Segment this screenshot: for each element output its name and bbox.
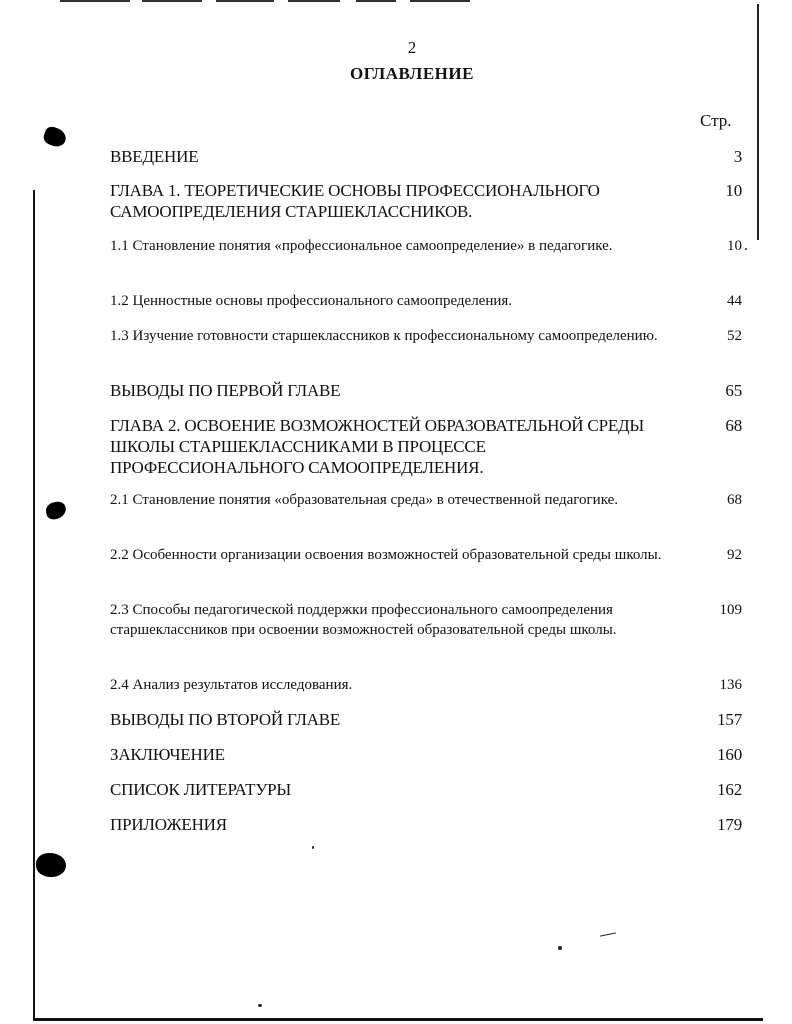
toc-entry	[110, 291, 742, 311]
scan-speck	[258, 1004, 262, 1007]
toc-entry	[110, 779, 742, 800]
toc-entry	[110, 415, 742, 478]
punch-hole-mark	[36, 853, 66, 877]
page-column-label: Стр.	[700, 111, 732, 130]
toc-entry	[110, 236, 742, 256]
toc-entry	[110, 545, 742, 565]
toc-entry	[110, 180, 742, 222]
toc-entry-page: 136	[719, 677, 742, 693]
toc-title: ОГЛАВЛЕНИЕ	[350, 64, 474, 83]
toc-entry-title: 2.3 Способы педагогической поддержки профессионального самоопределения старшеклассников при освоении возможностей образовательной среды школы.	[110, 602, 617, 638]
toc-entry-title: ГЛАВА 2. ОСВОЕНИЕ ВОЗМОЖНОСТЕЙ ОБРАЗОВАТЕЛЬНОЙ СРЕДЫ ШКОЛЫ СТАРШЕКЛАССНИКАМИ В ПРОЦЕССЕ ПРОФЕССИОНАЛЬНОГО САМООПРЕДЕЛЕНИЯ.	[110, 416, 645, 477]
toc-entry-page: 179	[717, 815, 742, 834]
toc-entry-page: 52	[727, 328, 742, 344]
toc-entry-page: 3	[733, 147, 742, 166]
toc-entry-title: 2.4 Анализ результатов исследования.	[110, 677, 353, 693]
scan-top-edge	[60, 0, 500, 3]
toc-entry-page: 68	[727, 492, 742, 508]
toc-entry-page: 44	[727, 293, 742, 309]
toc-entry-page: 157	[717, 710, 742, 729]
toc-entry-page: 68	[725, 416, 742, 435]
toc-entry-title: 2.2 Особенности организации освоения возможностей образовательной среды школы.	[110, 547, 662, 563]
toc-entry	[110, 675, 742, 695]
toc-entry	[110, 326, 742, 346]
punch-hole-mark	[42, 125, 69, 149]
toc-entry	[110, 709, 742, 730]
punch-hole-mark	[45, 500, 68, 520]
scan-speck	[312, 846, 314, 849]
scan-left-edge	[33, 190, 35, 1020]
toc-entry-title: ПРИЛОЖЕНИЯ	[110, 815, 227, 834]
toc-entry-page: 10	[727, 238, 742, 254]
scan-bottom-edge	[33, 1018, 763, 1021]
toc-entry	[110, 380, 742, 401]
toc-entry	[110, 600, 742, 640]
page-number: 2	[407, 38, 417, 57]
toc-entry-title: ВЫВОДЫ ПО ПЕРВОЙ ГЛАВЕ	[110, 381, 341, 400]
toc-entry-page: 162	[717, 780, 742, 799]
toc-entry	[110, 744, 742, 765]
toc-entry-title: ЗАКЛЮЧЕНИЕ	[110, 745, 225, 764]
toc-entry-page: 10	[725, 181, 742, 200]
toc-entry-page: 92	[727, 547, 742, 563]
toc-entry-page: 65	[725, 381, 742, 400]
toc-entry-title: 1.3 Изучение готовности старшеклассников к профессиональному самоопределению.	[110, 328, 658, 344]
scan-speck	[745, 248, 747, 250]
toc-entry-title: 2.1 Становление понятия «образовательная среда» в отечественной педагогике.	[110, 492, 619, 508]
scan-speck	[600, 932, 616, 936]
toc-entry-page: 160	[717, 745, 742, 764]
toc-entry	[110, 814, 742, 835]
toc-entry-title: ВЫВОДЫ ПО ВТОРОЙ ГЛАВЕ	[110, 710, 341, 729]
toc-entry-title: ГЛАВА 1. ТЕОРЕТИЧЕСКИЕ ОСНОВЫ ПРОФЕССИОНАЛЬНОГО САМООПРЕДЕЛЕНИЯ СТАРШЕКЛАССНИКОВ.	[110, 181, 600, 221]
toc-entry-page: 109	[719, 602, 742, 618]
toc-entry-title: 1.2 Ценностные основы профессионального самоопределения.	[110, 293, 513, 309]
toc-entry	[110, 490, 742, 510]
toc-entry-title: 1.1 Становление понятия «профессиональное самоопределение» в педагогике.	[110, 238, 613, 254]
toc-entry-title: СПИСОК ЛИТЕРАТУРЫ	[110, 780, 292, 799]
toc-entry	[110, 146, 742, 167]
scan-speck	[558, 946, 562, 950]
toc-entry-title: ВВЕДЕНИЕ	[110, 147, 199, 166]
